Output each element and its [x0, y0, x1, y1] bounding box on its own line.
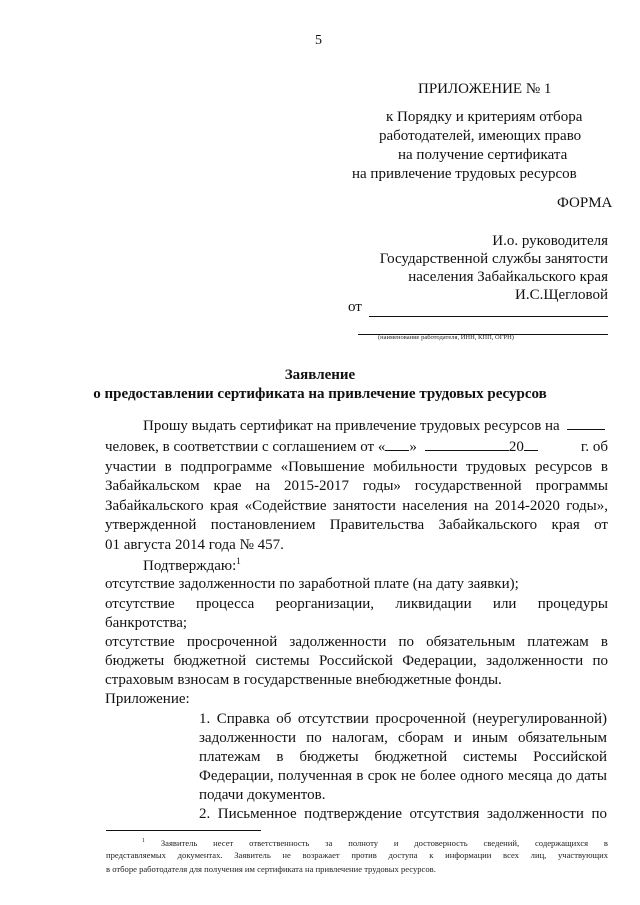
addressee-line-4: И.С.Щегловой: [514, 287, 608, 303]
request-line-2: [105, 438, 608, 456]
confirm-item-3-line-2: бюджеты бюджетной системы Российской Федерации, задолженности по: [105, 653, 608, 669]
attachment-2-line-1: 2. Письменное подтверждение отсутствия задолженности по: [199, 806, 607, 822]
footnote-marker: 1: [142, 838, 145, 844]
request-line-5: Забайкальского края «Содействие занятости населения на 2014-2020 годы»,: [105, 498, 608, 514]
confirm-text: Подтверждаю:: [143, 558, 237, 574]
addressee-line-3: населения Забайкальского края: [408, 269, 608, 285]
footnote-line-2: представляемых документах. Заявитель не возражает против доступа к информации всех лиц, участвующих: [106, 850, 608, 860]
appendix-line-1: к Порядку и критериям отбора: [386, 109, 583, 125]
attachment-1-line-5: подачи документов.: [199, 787, 326, 803]
employer-name-line-1[interactable]: [369, 316, 608, 317]
page-number: 5: [315, 33, 322, 48]
request-line-6: утвержденной постановлением Правительства Забайкальского края от: [105, 517, 608, 533]
agreement-day-field[interactable]: [385, 438, 409, 451]
request-text: Прошу выдать сертификат на привлечение трудовых ресурсов на: [143, 418, 560, 434]
document-subtitle: о предоставлении сертификата на привлечение трудовых ресурсов: [93, 386, 547, 402]
confirm-item-2-line-1: отсутствие процесса реорганизации, ликвидации или процедуры: [105, 596, 608, 612]
request-line-3: участии в подпрограмме «Повышение мобильности трудовых ресурсов в: [105, 459, 608, 475]
request-line-7: 01 августа 2014 года № 457.: [105, 537, 284, 553]
agreement-year-suffix: г. об: [580, 439, 608, 455]
attachments-label: Приложение:: [105, 691, 190, 707]
confirm-label: [143, 556, 241, 575]
appendix-line-2: работодателей, имеющих право: [379, 128, 582, 144]
agreement-text: человек, в соответствии с соглашением от «: [105, 439, 386, 455]
addressee-line-1: И.о. руководителя: [492, 233, 608, 249]
request-line-4: Забайкальском крае на 2015-2017 годы» государственной программы: [105, 478, 608, 494]
form-label: ФОРМА: [557, 195, 613, 211]
people-count-field[interactable]: [567, 417, 605, 430]
attachment-1-line-2: задолженности по налогам, сборам и иным обязательным: [199, 730, 607, 746]
attachment-1-line-1: 1. Справка об отсутствии просроченной (неурегулированной): [199, 711, 607, 727]
agreement-month-field[interactable]: [425, 438, 509, 451]
footnote-separator: [106, 830, 261, 831]
from-label: от: [348, 299, 362, 315]
agreement-year-prefix: 20: [508, 439, 524, 455]
addressee-line-2: Государственной службы занятости: [379, 251, 608, 267]
appendix-line-3: на получение сертификата: [398, 147, 568, 163]
footnote-ref: 1: [236, 556, 241, 566]
footnote-text-1: Заявитель несет ответственность за полноту и достоверность сведений, содержащихся в: [160, 837, 608, 848]
employer-caption: (наименование работодателя, ИНН, КПП, ОГРН): [378, 334, 514, 341]
document-title: Заявление: [284, 367, 356, 383]
confirm-item-3-line-3: страховым взносам в государственные внебюджетные фонды.: [105, 672, 502, 688]
confirm-item-2-line-2: банкротства;: [105, 615, 188, 631]
appendix-line-4: на привлечение трудовых ресурсов: [352, 166, 577, 182]
attachment-1-line-4: Федерации, полученная в срок не более одного месяца до даты: [199, 768, 607, 784]
agreement-quote: »: [409, 439, 417, 455]
confirm-item-1: отсутствие задолженности по заработной плате (на дату заявки);: [105, 576, 519, 592]
footnote-line-3: в отборе работодателя для получения им сертификата на привлечение трудовых ресурсов.: [106, 864, 436, 874]
agreement-year-field[interactable]: [524, 438, 538, 451]
appendix-title: ПРИЛОЖЕНИЕ № 1: [418, 81, 552, 97]
attachment-1-line-3: платежам в бюджеты бюджетной системы Российской: [199, 749, 607, 765]
request-line-1: [143, 417, 605, 435]
confirm-item-3-line-1: отсутствие просроченной задолженности по обязательным платежам в: [105, 634, 608, 650]
